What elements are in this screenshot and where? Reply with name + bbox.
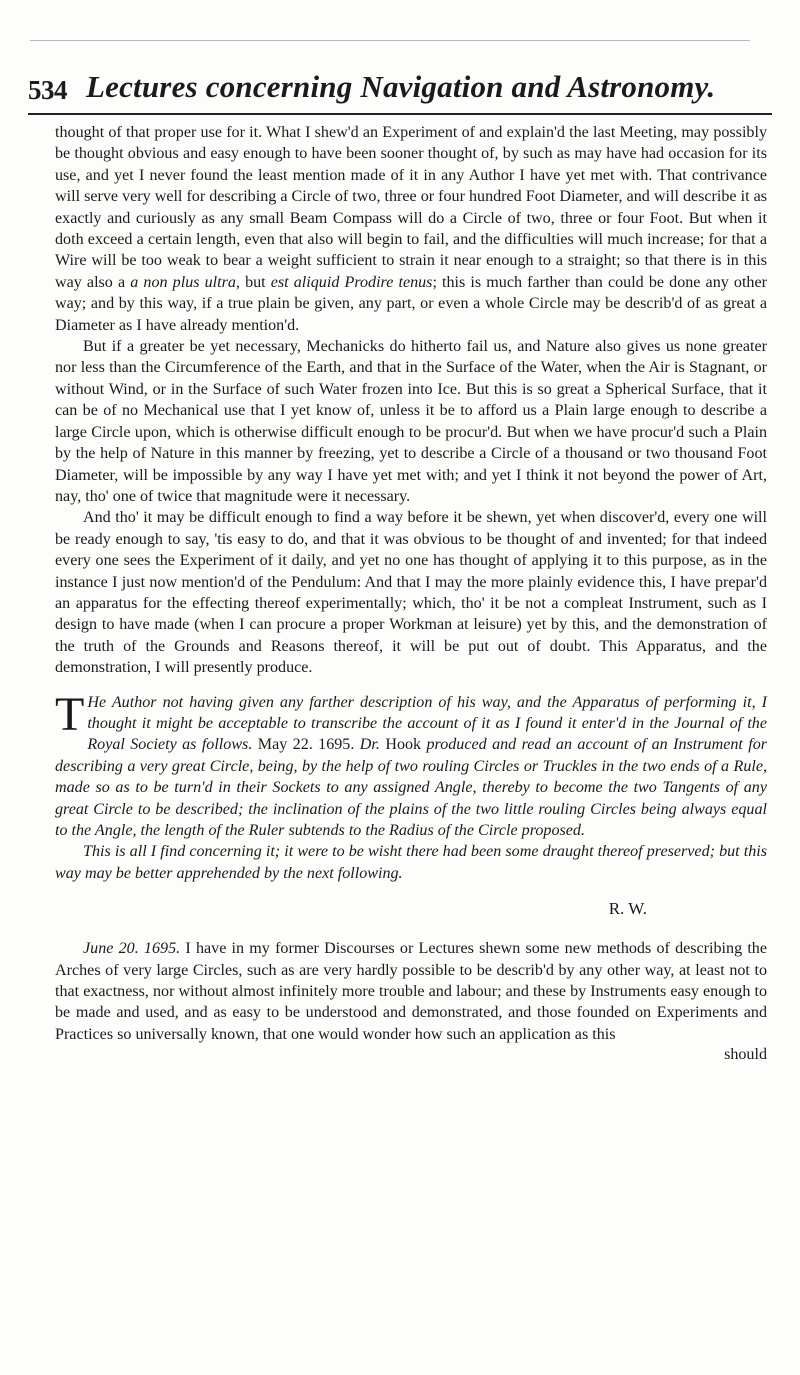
page-number: 534	[28, 75, 67, 105]
editor-note-continued: This is all I find concerning it; it were to be wisht there had been some draught thereof preserved; but this way may be better apprehended by the next following.	[55, 843, 767, 882]
paragraph-2: But if a greater be yet necessary, Mechanicks do hitherto fail us, and Nature also gives us none greater nor less than the Circumference of the Earth, and that in the Surface of the Water, when the Air is Stagnant, or without Wind, or in the Surface of such Water frozen into Ice. But this is so great a Spherical Surface, that it can be of no Mechanical use that I yet know of, unless it be to afford us a Plain large enough to describe a large Circle upon, which is otherwise difficult enough to be procur'd. But when we have procur'd such a Plain by the help of Nature in this manner by freezing, yet to describe a Circle of a thousand or two thousand Foot Diameter, will be impossible by any way I have yet met with; and yet I think it not beyond the power of Art, nay, tho' one of twice that magnitude were it necessary.	[55, 338, 767, 505]
body-text	[55, 122, 767, 1065]
page-top-edge	[30, 40, 750, 41]
catchword: should	[724, 1046, 767, 1064]
signature: R. W.	[608, 899, 647, 919]
page-header	[28, 66, 780, 110]
paragraph-1: thought of that proper use for it. What I shew'd an Experiment of and explain'd the last Meeting, may possibly be thought obvious and easy enough to have been sooner thought of, by such as may have had occasion for its use, and yet I never found the least mention made of it in any Author I have yet met with. That contrivance will serve very well for describing a Circle of two, three or four hundred Foot Diameter, and will describe it as exactly and curiously as any small Beam Compass will do a Circle of two, three or four Foot. But when it doth exceed a certain length, even that also will begin to fail, and the difficulties will much increase; for that a Wire will be too weak to bear a weight sufficient to strain it near enough to a straight; so that there is in this way also a a non plus ultra, but est aliquid Prodire tenus; this is much farther than could be done any other way; and by this way, if a true plain be given, any part, or even a whole Circle may be describ'd of as great a Diameter as I have already mention'd.	[55, 124, 767, 334]
editor-note: T He Author not having given any farther description of his way, and the Apparatus of performing it, I thought it might be acceptable to transcribe the account of it as I found it enter'd in the Journal of the Royal Society as follows. May 22. 1695. Dr. Hook produced and read an account of an Instrument for describing a very great Circle, being, by the help of two rouling Circles or Truckles in the two ends of a Rule, made so as to be turn'd in their Sockets to any assigned Angle, thereby to become the two Tangents of any great Circle to be described; the inclination of the plains of the two little rouling Circles being always equal to the Angle, the length of the Ruler subtends to the Radius of the Circle proposed.	[55, 687, 768, 839]
section-gap	[55, 679, 767, 692]
running-head: Lectures concerning Navigation and Astronomy.	[86, 69, 716, 104]
drop-cap: T	[55, 687, 85, 741]
paragraph-4: June 20. 1695. I have in my former Discourses or Lectures shewn some new methods of describing the Arches of very large Circles, such as are very hardly possible to be describ'd by any other way, at least not to that exactness, nor without almost infinitely more trouble and labour; and these by Instruments easy enough to be made and used, and as easy to be understood and demonstrated, and those founded on Experiments and Practices so universally known, that one would wonder how such an application as this	[55, 940, 767, 1043]
header-rule	[28, 113, 772, 115]
paragraph-3: And tho' it may be difficult enough to find a way before it be shewn, yet when discover'd, every one will be ready enough to say, 'tis easy to do, and that it was obvious to be thought of and invented; for that indeed every one sees the Experiment of it daily, and yet no one has thought of applying it to this purpose, as in the instance I just now mention'd of the Pendulum: And that I may the more plainly evidence this, I have prepar'd an apparatus for the effecting thereof experimentally; which, tho' it be not a compleat Instrument, such as I design to have made (when I can procure a proper Workman at leisure) yet by this, and the demonstration of the truth of the Grounds and Reasons thereof, it will be put out of doubt. This Apparatus, and the demonstration, I will presently produce.	[55, 509, 767, 677]
